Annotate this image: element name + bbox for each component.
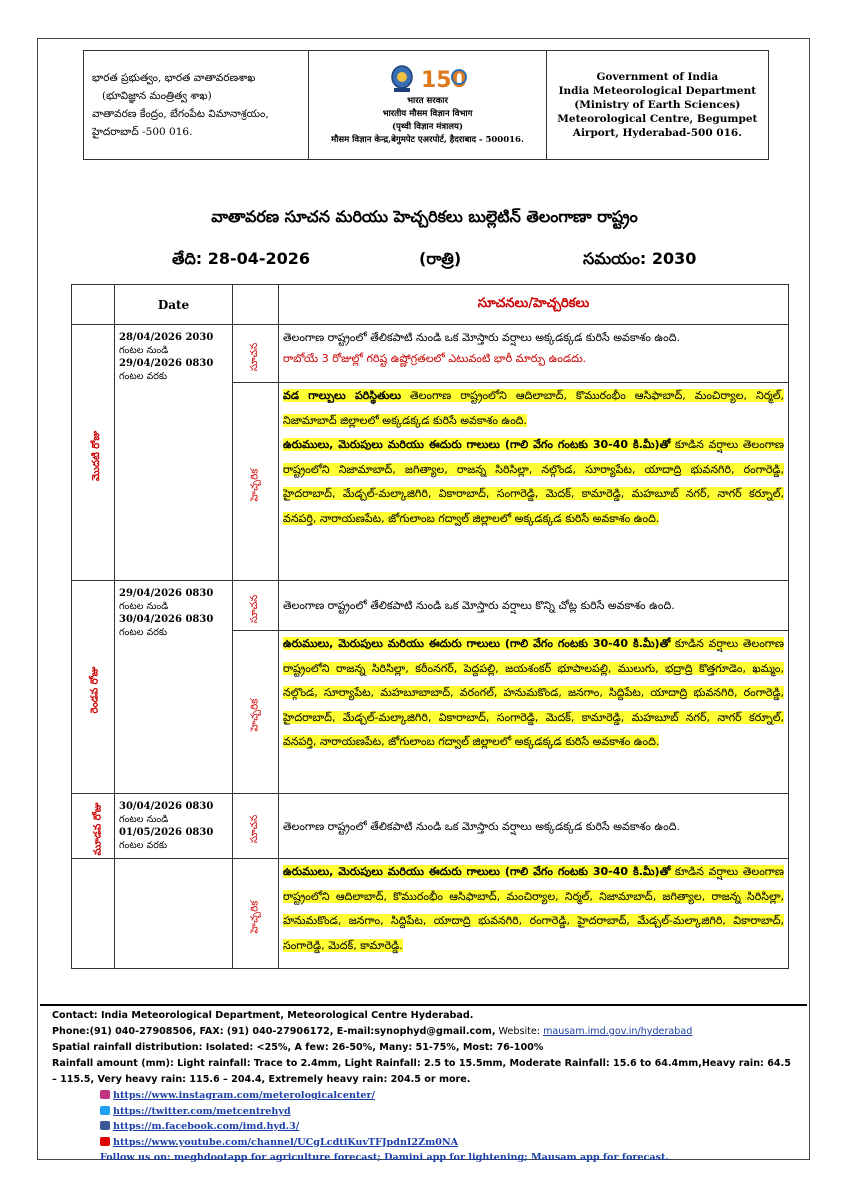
footer-follow-apps: Follow us on: meghdootapp for agriculture forecast; Damini app for lightening; Mausam app for forecast. <box>100 1152 669 1163</box>
date-from-suffix: గంటల నుండి <box>119 814 169 825</box>
date-from-suffix: గంటల నుండి <box>119 345 169 356</box>
date-to-suffix: గంటల వరకు <box>119 627 168 638</box>
header-blank <box>72 285 115 325</box>
header-right-line: Government of India <box>596 71 719 83</box>
day-3-label-cell <box>72 794 115 859</box>
forecast-type-cell <box>233 581 279 631</box>
footer-phone: Phone:(91) 040-27908506, FAX: (91) 040-27906172, E-mail:synophyd@gmail.com, <box>52 1026 496 1037</box>
imd-emblem-icon <box>389 63 415 93</box>
empty-cell <box>115 859 233 969</box>
date-to-suffix: గంటల వరకు <box>119 371 168 382</box>
footer-website-label: Website: <box>495 1026 544 1037</box>
date-from: 30/04/2026 0830 <box>119 801 214 812</box>
column-header-date: Date <box>115 285 233 325</box>
day-2-forecast <box>279 581 789 631</box>
warning-thunder-heading: ఉరుములు, మెరుపులు మరియు ఈదురు గాలులు (గాలి వేగం గంటకు 30-40 కి.మీ)తో <box>283 637 671 650</box>
anniversary-150-logo <box>421 63 467 93</box>
forecast-type-label: సూచన <box>249 342 261 371</box>
footer-contact: Contact: India Meteorological Department, Meteorological Centre Hyderabad. <box>52 1010 474 1021</box>
forecast-text: తెలంగాణ రాష్ట్రంలో తేలికపాటి నుండి ఒక మోస్తారు వర్షాలు కొన్ని చోట్ల కురిసే అవకాశం ఉంది. <box>283 599 675 612</box>
header-right-line: Meteorological Centre, Begumpet <box>557 113 758 125</box>
youtube-icon <box>100 1137 110 1146</box>
forecast-type-label: సూచన <box>249 594 261 623</box>
twitter-icon <box>100 1106 110 1115</box>
twitter-link[interactable]: https://twitter.com/metcentrehyd <box>113 1105 291 1117</box>
empty-cell <box>72 859 115 969</box>
header-left-line: భారత ప్రభుత్వం, భారత వాతావరణశాఖ <box>92 72 256 84</box>
date-to: 01/05/2026 0830 <box>119 827 214 838</box>
day-label: రెండవ రోజు <box>89 666 101 714</box>
instagram-icon <box>100 1090 110 1099</box>
anniversary-text: 150 <box>420 68 467 93</box>
warning-heatwave-text: తెలంగాణ రాష్ట్రంలోని ఆదిలాబాద్, కొమురంభీం ఆసిఫాబాద్, మంచిర్యాల, నిర్మల్, నిజామాబాద్ జిల్లాలలో అక్కడక్కడ కురిసే అవకాశం ఉంది. <box>283 389 785 427</box>
warning-thunder-text: కూడిన వర్షాలు తెలంగాణ రాష్ట్రంలోని నిజామాబాద్, జగిత్యాల, రాజన్న సిరిసిల్లా, నల్గొండ, సూర్యాపేట, యాదాద్రి భువనగిరి, రంగారెడ్డి, హైదరాబాద్, మేడ్చల్-మల్కాజిగిరి, వికారాబాద్, సంగారెడ్డి, మెదక్, కామారెడ్డి, మహబూబ్ నగర్, నాగర్ కర్నూల్, వనపర్తి, నారాయణపేట, జోగులాంబ గద్వాల్ జిల్లాలలో అక్కడక్కడ కురిసే అవకాశం ఉంది. <box>283 438 785 525</box>
facebook-icon <box>100 1121 110 1130</box>
footer-divider <box>40 1004 807 1006</box>
youtube-link[interactable]: https://www.youtube.com/channel/UCgLcdtiKuvTFJpdnI2Zm0NA <box>113 1136 459 1148</box>
bulletin-title: వాతావరణ సూచన మరియు హెచ్చరికలు బుల్లెటిన్ తెలంగాణా రాష్ట్రం <box>211 207 638 226</box>
day-2-date-cell <box>115 581 233 794</box>
date-from: 29/04/2026 0830 <box>119 588 214 599</box>
forecast-note: రాబోయే 3 రోజుల్లో గరిష్ట ఉష్ణోగ్రతలలో ఎటువంటి భారీ మార్పు ఉండదు. <box>283 352 587 365</box>
social-links <box>100 1088 792 1166</box>
day-label: మొదటి రోజు <box>91 430 103 481</box>
letterhead-telugu <box>84 51 309 159</box>
header-right-line: Airport, Hyderabad-500 016. <box>572 127 742 139</box>
header-right-line: India Meteorological Department <box>558 85 757 97</box>
forecast-text: తెలంగాణ రాష్ట్రంలో తేలికపాటి నుండి ఒక మోస్తారు వర్షాలు అక్కడక్కడ కురిసే అవకాశం ఉంది. <box>283 331 681 344</box>
date-to-suffix: గంటల వరకు <box>119 840 168 851</box>
bulletin-period: (రాత్రి) <box>419 249 462 268</box>
warning-type-cell <box>233 859 279 969</box>
letterhead <box>83 50 769 160</box>
warning-thunder-text: కూడిన వర్షాలు తెలంగాణ రాష్ట్రంలోని ఆదిలాబాద్, కొమురంభీం ఆసిఫాబాద్, మంచిర్యాల, నిర్మల్, నిజామాబాద్, జగిత్యాల, రాజన్న సిరిసిల్లా, హనుమకొండ, జనగాం, సిద్దిపేట, యాదాద్రి భువనగిరి, రంగారెడ్డి, హైదరాబాద్, మేడ్చల్-మల్కాజిగిరి, వికారాబాద్, సంగారెడ్డి, మెదక్, కామారెడ్డి. <box>283 865 785 952</box>
day-1-date-cell <box>115 325 233 581</box>
day-2-warning <box>279 631 789 794</box>
forecast-table <box>71 284 789 969</box>
instagram-link[interactable]: https://www.instagram.com/meterologicalcenter/ <box>113 1090 376 1101</box>
warning-thunder-text: కూడిన వర్షాలు తెలంగాణ రాష్ట్రంలోని రాజన్న సిరిసిల్లా, కరీంనగర్, పెద్దపల్లి, జయశంకర్ భూపాలపల్లి, ములుగు, భద్రాద్రి కొత్తగూడెం, ఖమ్మం, నల్గొండ, సూర్యాపేట, మహబూబాబాద్, వరంగల్, హనుమకొండ, జనగాం, సిద్దిపేట, యాదాద్రి భువనగిరి, రంగారెడ్డి, హైదరాబాద్, మేడ్చల్-మల్కాజిగిరి, వికారాబాద్, సంగారెడ్డి, మెదక్, కామారెడ్డి, మహబూబ్ నగర్, నాగర్ కర్నూల్, వనపర్తి, నారాయణపేట, జోగులాంబ గద్వాల్ జిల్లాలలో అక్కడక్కడ కురిసే అవకాశం ఉంది. <box>283 637 785 748</box>
forecast-type-label: సూచన <box>249 814 261 844</box>
warning-thunder-heading: ఉరుములు, మెరుపులు మరియు ఈదురు గాలులు (గాలి వేగం గంటకు 30-40 కి.మీ)తో <box>283 438 671 451</box>
warning-type-label: హెచ్చరిక <box>249 468 261 501</box>
warning-type-cell <box>233 383 279 581</box>
warning-type-label: హెచ్చరిక <box>249 900 261 933</box>
forecast-text: తెలంగాణ రాష్ట్రంలో తేలికపాటి నుండి ఒక మోస్తారు వర్షాలు అక్కడక్కడ కురిసే అవకాశం ఉంది. <box>283 819 681 833</box>
header-blank <box>233 285 279 325</box>
warning-type-label: హెచ్చరిక <box>249 698 261 732</box>
day-3-warning <box>279 859 789 969</box>
warning-thunder-heading: ఉరుములు, మెరుపులు మరియు ఈదురు గాలులు (గాలి వేగం గంటకు 30-40 కి.మీ)తో <box>283 865 671 878</box>
header-mid-line: मौसम विज्ञान केन्द्र,बेगुमपेट एअरपोर्ट, हैदराबाद - 500016. <box>331 135 524 145</box>
header-mid-line: भारत सरकार <box>407 96 448 106</box>
day-2-label-cell <box>72 581 115 794</box>
date-to: 30/04/2026 0830 <box>119 614 214 625</box>
forecast-type-cell <box>233 794 279 859</box>
warning-heatwave-heading: వడ గాల్పులు పరిస్థితులు <box>283 389 402 402</box>
day-3-forecast <box>279 794 789 859</box>
date-to: 29/04/2026 0830 <box>119 358 214 369</box>
letterhead-english <box>547 51 768 159</box>
footer-rainfall: Rainfall amount (mm): Light rainfall: Trace to 2.4mm, Light Rainfall: 2.5 to 15.5mm, Moderate Rainfall: 15.6 to 64.4mm,Heavy rain: 64.5 – 115.5, Very heavy rain: 115.6 – 204.4, Extremely heavy rain: 204.5 or more. <box>52 1058 791 1085</box>
column-header-forecast: సూచనలు/హెచ్చరికలు <box>279 285 789 325</box>
header-mid-line: भारतीय मौसम विज्ञान विभाग <box>382 109 473 119</box>
date-from-suffix: గంటల నుండి <box>119 601 169 612</box>
day-3-date-cell <box>115 794 233 859</box>
header-left-line: (భూవిజ్ఞాన మంత్రిత్వ శాఖ) <box>102 90 212 102</box>
letterhead-hindi <box>309 51 546 159</box>
header-left-line: హైదరాబాద్ -500 016. <box>92 126 193 138</box>
footer-phone-line <box>52 1024 792 1040</box>
warning-type-cell <box>233 631 279 794</box>
facebook-link[interactable]: https://m.facebook.com/imd.hyd.3/ <box>113 1121 300 1132</box>
footer <box>52 1008 792 1166</box>
day-1-label-cell <box>72 325 115 581</box>
header-mid-line: (पृथ्वी विज्ञान मंत्रालय) <box>392 122 463 132</box>
day-1-warning <box>279 383 789 581</box>
day-1-forecast <box>279 325 789 383</box>
header-right-line: (Ministry of Earth Sciences) <box>574 99 741 111</box>
header-left-line: వాతావరణ కేంద్రం, బేగంపేట విమానాశ్రయం, <box>92 108 269 120</box>
day-label: మూడవ రోజు <box>92 802 104 856</box>
website-link[interactable]: mausam.imd.gov.in/hyderabad <box>543 1026 693 1037</box>
date-from: 28/04/2026 2030 <box>119 332 214 343</box>
footer-spatial: Spatial rainfall distribution: Isolated: <25%, A few: 26-50%, Many: 51-75%, Most: 76-100% <box>52 1042 544 1053</box>
bulletin-time: సమయం: 2030 <box>583 249 697 268</box>
bulletin-date: తేది: 28-04-2026 <box>172 249 311 268</box>
forecast-type-cell <box>233 325 279 383</box>
